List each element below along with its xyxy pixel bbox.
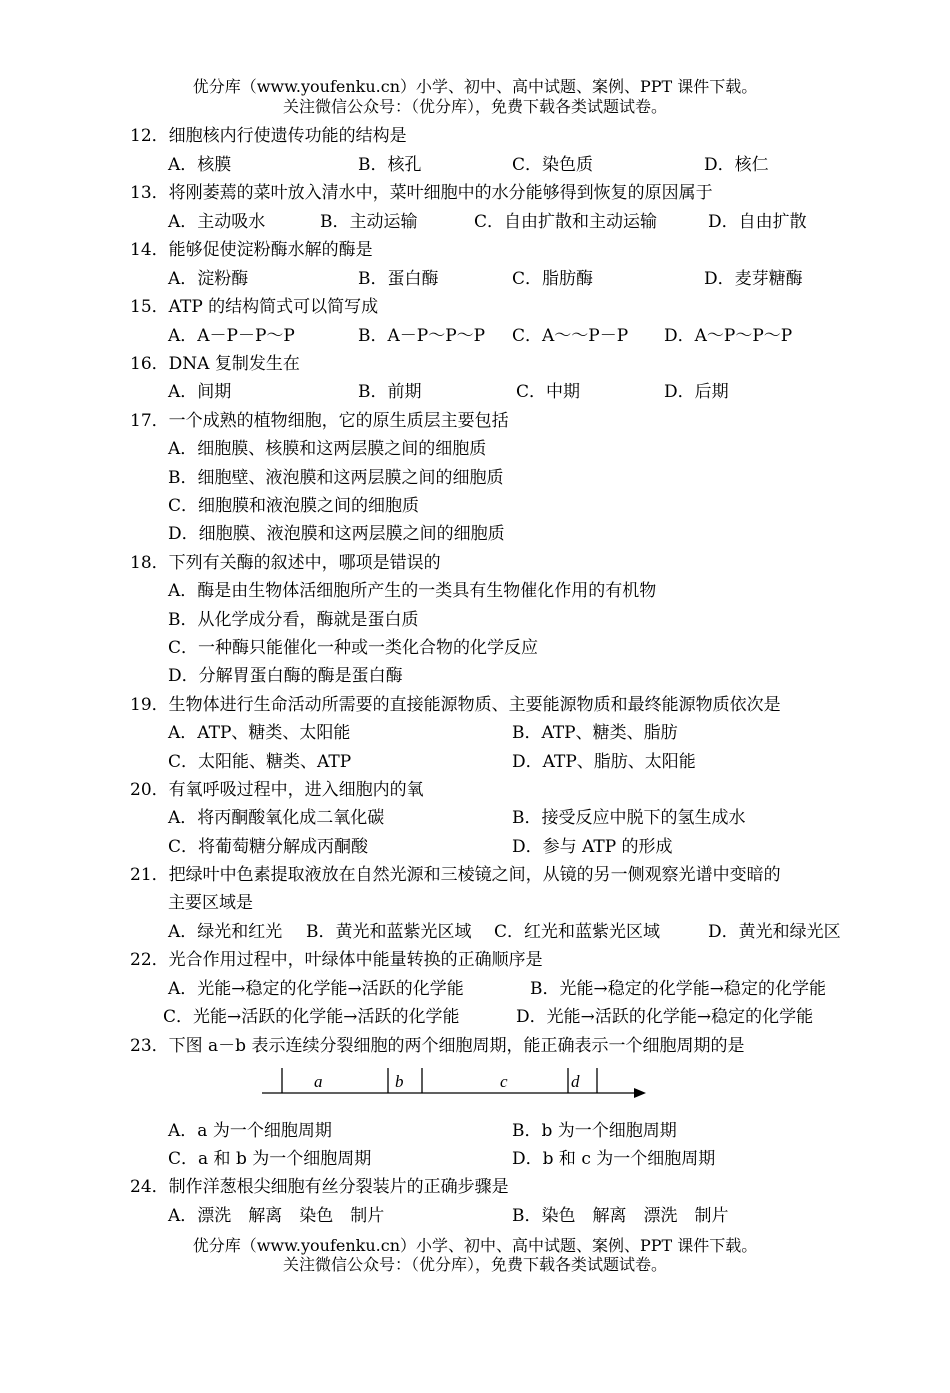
question-15-option-c: C．A～～P－P (512, 326, 629, 346)
question-12-option-a: A．核膜 (168, 155, 232, 175)
question-19-option-d: D．ATP、脂肪、太阳能 (512, 752, 696, 772)
question-17-option-d: D．细胞膜、液泡膜和这两层膜之间的细胞质 (168, 524, 505, 544)
question-22-option-c: C．光能→活跃的化学能→活跃的化学能 (163, 1007, 460, 1027)
question-18-option-b: B．从化学成分看，酶就是蛋白质 (168, 610, 419, 630)
segment-label-b: b (395, 1072, 404, 1091)
question-12-stem: 12．细胞核内行使遗传功能的结构是 (130, 126, 407, 146)
question-22-option-a: A．光能→稳定的化学能→活跃的化学能 (168, 979, 464, 999)
question-20-option-d: D．参与 ATP 的形成 (512, 837, 673, 857)
question-18-option-d: D．分解胃蛋白酶的酶是蛋白酶 (168, 666, 403, 686)
segment-label-c: c (500, 1072, 508, 1091)
question-20-option-c: C．将葡萄糖分解成丙酮酸 (168, 837, 369, 857)
question-17-option-c: C．细胞膜和液泡膜之间的细胞质 (168, 496, 420, 516)
question-18-option-c: C．一种酶只能催化一种或一类化合物的化学反应 (168, 638, 539, 658)
question-24-option-b: B．染色 解离 漂洗 制片 (512, 1206, 729, 1226)
question-13-stem: 13．将刚萎蔫的菜叶放入清水中，菜叶细胞中的水分能够得到恢复的原因属于 (130, 183, 713, 203)
question-23-option-a: A．a 为一个细胞周期 (168, 1121, 332, 1141)
question-15-option-d: D．A～P～P～P (664, 326, 793, 346)
question-22-option-b: B．光能→稳定的化学能→稳定的化学能 (530, 979, 826, 999)
question-19-option-b: B．ATP、糖类、脂肪 (512, 723, 678, 743)
question-19-option-c: C．太阳能、糖类、ATP (168, 752, 352, 772)
question-13-option-b: B．主动运输 (320, 212, 418, 232)
header-line-1: 优分库（www.youfenku.cn）小学、初中、高中试题、案例、PPT 课件下载。 (192, 77, 758, 96)
question-23-option-d: D．b 和 c 为一个细胞周期 (512, 1149, 716, 1169)
question-14-option-a: A．淀粉酶 (168, 269, 249, 289)
question-14-option-b: B．蛋白酶 (358, 269, 439, 289)
question-16-option-b: B．前期 (358, 382, 422, 402)
segment-label-a: a (314, 1072, 323, 1091)
question-12-option-c: C．染色质 (512, 155, 594, 175)
question-24-option-a: A．漂洗 解离 染色 制片 (168, 1206, 385, 1226)
question-21-option-c: C．红光和蓝紫光区域 (494, 922, 661, 942)
question-12-option-d: D．核仁 (704, 155, 769, 175)
question-14-stem: 14．能够促使淀粉酶水解的酶是 (130, 240, 373, 260)
question-23-stem: 23．下图 a－b 表示连续分裂细胞的两个细胞周期，能正确表示一个细胞周期的是 (130, 1036, 745, 1056)
question-14-option-c: C．脂肪酶 (512, 269, 594, 289)
question-24-stem: 24．制作洋葱根尖细胞有丝分裂装片的正确步骤是 (130, 1177, 509, 1197)
question-23-option-b: B．b 为一个细胞周期 (512, 1121, 677, 1141)
question-22-stem: 22．光合作用过程中，叶绿体中能量转换的正确顺序是 (130, 950, 543, 970)
question-21-option-d: D．黄光和绿光区 (708, 922, 841, 942)
question-12-option-b: B．核孔 (358, 155, 422, 175)
question-21-option-a: A．绿光和红光 (168, 922, 283, 942)
question-22-option-d: D．光能→活跃的化学能→稳定的化学能 (516, 1007, 814, 1027)
question-13-option-d: D．自由扩散 (708, 212, 807, 232)
question-13-option-a: A．主动吸水 (168, 212, 266, 232)
timeline-arrowhead (634, 1088, 646, 1098)
question-16-stem: 16．DNA 复制发生在 (130, 354, 300, 374)
question-15-stem: 15．ATP 的结构简式可以简写成 (130, 297, 379, 317)
footer-line-1: 优分库（www.youfenku.cn）小学、初中、高中试题、案例、PPT 课件下载。 (192, 1236, 758, 1255)
question-23-option-c: C．a 和 b 为一个细胞周期 (168, 1149, 372, 1169)
question-19-option-a: A．ATP、糖类、太阳能 (168, 723, 351, 743)
question-19-stem: 19．生物体进行生命活动所需要的直接能源物质、主要能源物质和最终能源物质依次是 (130, 695, 781, 715)
question-20-stem: 20．有氧呼吸过程中，进入细胞内的氧 (130, 780, 424, 800)
question-18-option-a: A．酶是由生物体活细胞所产生的一类具有生物催化作用的有机物 (168, 581, 657, 601)
question-14-option-d: D．麦芽糖酶 (704, 269, 803, 289)
question-17-option-a: A．细胞膜、核膜和这两层膜之间的细胞质 (168, 439, 487, 459)
cell-cycle-diagram (262, 1064, 652, 1104)
question-15-option-a: A．A－P－P～P (168, 326, 295, 346)
question-21-stem-continued: 主要区域是 (168, 893, 253, 913)
question-18-stem: 18．下列有关酶的叙述中，哪项是错误的 (130, 553, 441, 573)
question-15-option-b: B．A－P～P～P (358, 326, 486, 346)
question-16-option-c: C．中期 (516, 382, 581, 402)
footer-line-2: 关注微信公众号：（优分库），免费下载各类试题试卷。 (282, 1255, 667, 1274)
segment-label-d: d (571, 1072, 580, 1091)
question-16-option-a: A．间期 (168, 382, 232, 402)
question-21-stem: 21．把绿叶中色素提取液放在自然光源和三棱镜之间，从镜的另一侧观察光谱中变暗的 (130, 865, 781, 885)
question-17-stem: 17．一个成熟的植物细胞，它的原生质层主要包括 (130, 411, 509, 431)
question-21-option-b: B．黄光和蓝紫光区域 (306, 922, 472, 942)
question-13-option-c: C．自由扩散和主动运输 (474, 212, 658, 232)
question-20-option-a: A．将丙酮酸氧化成二氧化碳 (168, 808, 385, 828)
question-20-option-b: B．接受反应中脱下的氢生成水 (512, 808, 746, 828)
question-16-option-d: D．后期 (664, 382, 729, 402)
question-17-option-b: B．细胞壁、液泡膜和这两层膜之间的细胞质 (168, 468, 504, 488)
header-line-2: 关注微信公众号：（优分库），免费下载各类试题试卷。 (282, 97, 667, 116)
